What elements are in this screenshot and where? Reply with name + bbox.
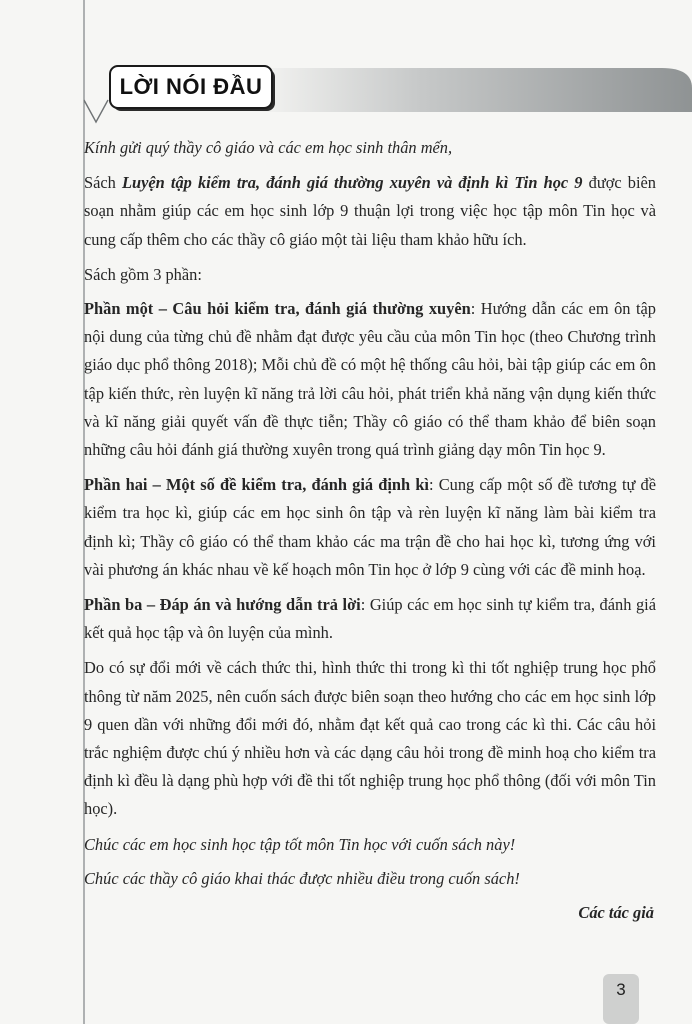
page-title: LỜI NÓI ĐẦU (119, 74, 263, 99)
closing-paragraph: Do có sự đổi mới về cách thức thi, hình thức thi trong kì thi tốt nghiệp trung học phổ thông từ năm 2025, nên cuốn sách được biên soạn theo hướng cho các em học sinh lớp 9 quen dần với những đổi mới đó, nhằm đạt kết quả cao trong các kì thi. Các câu hỏi trắc nghiệm được chú ý nhiều hơn và các dạng câu hỏi trong đề minh hoạ cho kiểm tra định kì đều là dạng phù hợp với đề thi tốt nghiệp trung học phổ thông (đối với môn Tin học). (84, 658, 656, 819)
intro-paragraph (84, 169, 656, 254)
wish-teachers: Chúc các thầy cô giáo khai thác được nhiều điều trong cuốn sách! (84, 868, 520, 888)
preface-body (84, 134, 656, 934)
greeting: Kính gửi quý thầy cô giáo và các em học sinh thân mến, (84, 138, 453, 157)
intro-prefix: Sách (84, 173, 122, 193)
part-one-text: : Hướng dẫn các em ôn tập nội dung của từng chủ đề nhằm đạt được yêu cầu của môn Tin học (theo Chương trình giáo dục phổ thông 2018); Mỗi chủ đề có một hệ thống câu hỏi, bài tập giúp các em ôn tập kiến thức, rèn luyện kĩ năng trả lời câu hỏi, phát triển khả năng vận dụng kiến thức và kĩ năng giải quyết vấn đề thực tiễn; Thầy cô giáo có thể tham khảo để biên soạn những câu hỏi đánh giá thường xuyên trong quá trình giảng dạy môn Tin học 9. (84, 299, 656, 460)
book-title: Luyện tập kiểm tra, đánh giá thường xuyên và định kì Tin học 9 (121, 173, 583, 193)
part-three-title: Phần ba – Đáp án và hướng dẫn trả lời (84, 595, 361, 615)
author-signature: Các tác giả (578, 903, 654, 923)
part-two-text: : Cung cấp một số đề tương tự đề kiểm tra học kì, giúp các em học sinh ôn tập và rèn luyện kĩ năng làm bài kiểm tra định kì; Thầy cô giáo có thể tham khảo các ma trận đề cho hai học kì, tương ứng với vài phương án khác nhau về kế hoạch môn Tin học ở lớp 9 cùng với các đề minh hoạ. (84, 475, 657, 579)
part-two (84, 471, 656, 584)
part-one (84, 295, 656, 464)
intro-suffix: được biên soạn nhằm giúp các em học sinh lớp 9 thuận lợi trong việc học tập môn Tin học và cung cấp thêm cho các thầy cô giáo một tài liệu tham khảo hữu ích. (84, 173, 657, 249)
part-one-title: Phần một – Câu hỏi kiểm tra, đánh giá thường xuyên (84, 299, 471, 319)
border-hook (84, 100, 108, 122)
part-three (84, 591, 656, 647)
part-two-title: Phần hai – Một số đề kiểm tra, đánh giá định kì (84, 475, 429, 495)
part-three-text: : Giúp các em học sinh tự kiểm tra, đánh giá kết quả học tập và ôn luyện của mình. (84, 595, 656, 643)
header-band (250, 68, 692, 112)
page-number: 3 (616, 980, 626, 999)
parts-intro: Sách gồm 3 phần: (84, 264, 202, 284)
wish-students: Chúc các em học sinh học tập tốt môn Tin học với cuốn sách này! (84, 834, 516, 854)
